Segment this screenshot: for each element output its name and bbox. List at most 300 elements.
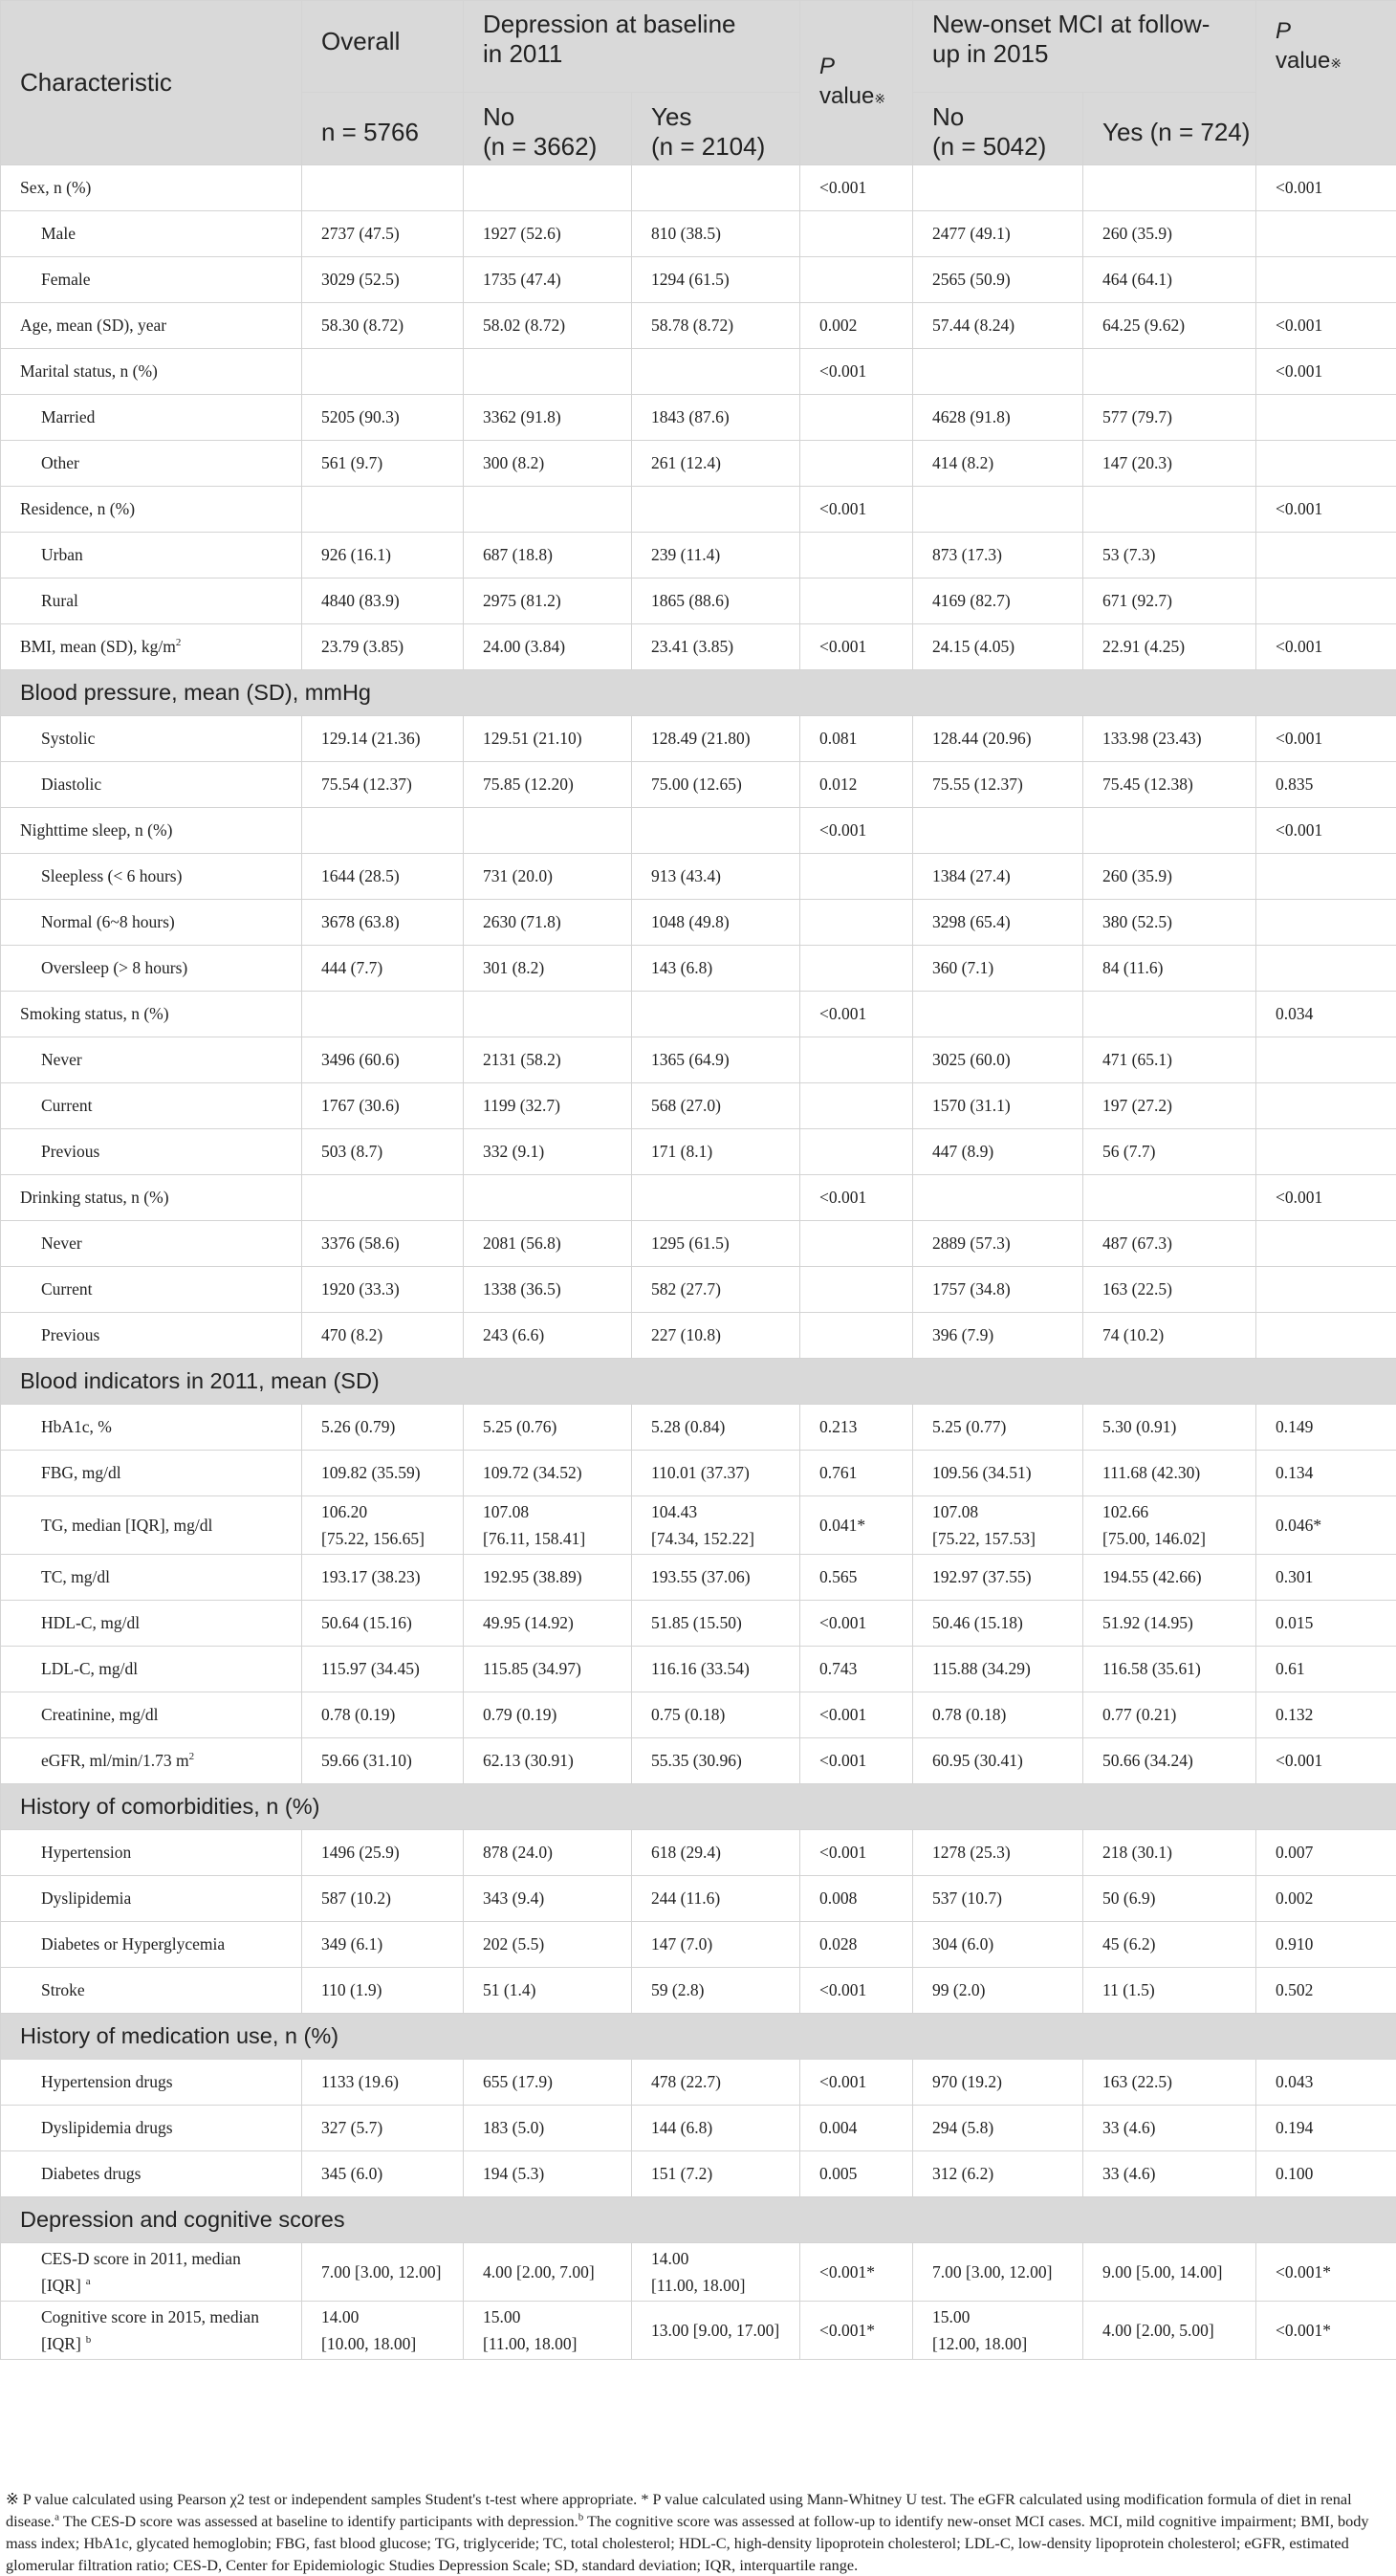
table-cell: 0.034 [1256,992,1396,1037]
table-row [1,165,1396,211]
table-cell [1256,395,1396,441]
table-row [1,1922,1396,1968]
table-row [1,808,1396,854]
table-row [1,1037,1396,1083]
table-row [1,946,1396,992]
table-cell [1256,211,1396,257]
table-cell: 926 (16.1) [302,533,464,579]
table-cell [1256,1083,1396,1129]
cell-text: 107.08 [483,1502,529,1521]
table-cell: 1278 (25.3) [913,1830,1083,1876]
table-row [1,1129,1396,1175]
table-cell [800,1267,913,1313]
table-cell: 1570 (31.1) [913,1083,1083,1129]
table-cell [800,257,913,303]
row-label-text: Current [41,1279,92,1299]
table-cell: 115.85 (34.97) [464,1647,632,1692]
table-cell: 1294 (61.5) [632,257,800,303]
footnote-line-3: The cognitive score was assessed at follow-up to identify new-onset MCI cases. MCI, mild cognitive impairment; BMI, body mass index; HbA1c, glycated hemoglobin; FBG, fast blood glucose; TG, triglyceride; TC, total cholesterol; HDL-C, high-density lipoprotein cholesterol; LDL-C, low-density lipoprotein cholesterol; eGFR, estimated glomerular filtration ratio; CES-D, Center for Epidemiologic Studies Depression Scale; SD, standard deviation; IQR, interquartile range. [6,2512,1369,2574]
table-row [1,1267,1396,1313]
row-label [1,1555,302,1601]
row-label [1,1313,302,1359]
row-label-text: Rural [41,591,78,610]
row-label [1,1405,302,1451]
table-cell: 360 (7.1) [913,946,1083,992]
table-cell: 0.132 [1256,1692,1396,1738]
table-cell: 878 (24.0) [464,1830,632,1876]
header-p-value-2 [1256,1,1396,165]
row-label [1,1876,302,1922]
table-cell: 0.743 [800,1647,913,1692]
table-row [1,1083,1396,1129]
table-row [1,2151,1396,2197]
table-row [1,992,1396,1037]
footnote-line-1: ※ P value calculated using Pearson χ2 test or independent samples Student's t-test where appropriate. * P value calculated using Mann-Whitney U test. The eGFR calculated using modification formula of diet in renal disease. [6,2490,1352,2530]
table-cell [464,165,632,211]
table-cell: <0.001 [800,1601,913,1647]
table-cell: 1048 (49.8) [632,900,800,946]
row-label [1,1647,302,1692]
table-cell [464,349,632,395]
row-label-text: Normal (6~8 hours) [41,912,175,931]
table-cell [464,487,632,533]
table-cell: <0.001 [1256,716,1396,762]
table-cell: 2081 (56.8) [464,1221,632,1267]
table-cell [302,1175,464,1221]
table-cell: 11 (1.5) [1083,1968,1256,2014]
table-cell [913,2302,1083,2360]
row-label [1,257,302,303]
table-cell: 2131 (58.2) [464,1037,632,1083]
row-label [1,1738,302,1784]
table-cell: <0.001 [800,808,913,854]
row-label-text: Systolic [41,729,95,748]
table-cell [800,900,913,946]
table-cell [1256,1221,1396,1267]
row-label [1,2060,302,2106]
footnote-sup-b: b [578,2512,584,2523]
table-cell: 171 (8.1) [632,1129,800,1175]
row-label [1,2243,302,2302]
table-cell: 577 (79.7) [1083,395,1256,441]
table-row [1,624,1396,670]
row-label [1,1451,302,1496]
table-cell: 151 (7.2) [632,2151,800,2197]
table-cell: 380 (52.5) [1083,900,1256,946]
table-cell: 1365 (64.9) [632,1037,800,1083]
row-label [1,900,302,946]
table-cell: 1384 (27.4) [913,854,1083,900]
header-dep-no [464,93,632,165]
table-row [1,1175,1396,1221]
table-cell: 587 (10.2) [302,1876,464,1922]
table-row [1,211,1396,257]
table-cell [1256,946,1396,992]
table-cell: 58.78 (8.72) [632,303,800,349]
table-cell: 2889 (57.3) [913,1221,1083,1267]
table-cell: 109.82 (35.59) [302,1451,464,1496]
table-cell [464,992,632,1037]
table-cell [302,487,464,533]
cell-text: 102.66 [1102,1502,1148,1521]
table-body [1,165,1396,2360]
table-cell: 133.98 (23.43) [1083,716,1256,762]
table-cell [800,1221,913,1267]
cell-text: 14.00 [321,2307,359,2326]
cell-text: [75.22, 157.53] [932,1529,1036,1548]
table-cell: 2737 (47.5) [302,211,464,257]
header-dep-yes [632,93,800,165]
cell-text: [11.00, 18.00] [483,2334,578,2353]
table-cell: 5.26 (0.79) [302,1405,464,1451]
table-cell [632,165,800,211]
table-cell: 50.46 (15.18) [913,1601,1083,1647]
row-label-superscript: 2 [189,1751,195,1762]
section-row [1,1784,1396,1830]
row-label-text: HbA1c, % [41,1417,112,1436]
table-cell: 13.00 [9.00, 17.00] [632,2302,800,2360]
table-cell: 304 (6.0) [913,1922,1083,1968]
table-cell [913,808,1083,854]
table-cell: 312 (6.2) [913,2151,1083,2197]
row-label-text: HDL-C, mg/dl [41,1613,140,1632]
footnote-sup-a: a [55,2512,59,2523]
table-row [1,1496,1396,1555]
table-cell: 3376 (58.6) [302,1221,464,1267]
cell-text: [12.00, 18.00] [932,2334,1027,2353]
table-row [1,579,1396,624]
table-cell [1256,1129,1396,1175]
table-cell: 0.78 (0.18) [913,1692,1083,1738]
table-cell: 3496 (60.6) [302,1037,464,1083]
table-cell: 0.081 [800,716,913,762]
table-cell: 50 (6.9) [1083,1876,1256,1922]
table-cell: 0.502 [1256,1968,1396,2014]
table-cell: 183 (5.0) [464,2106,632,2151]
table-cell: 414 (8.2) [913,441,1083,487]
table-cell: 109.72 (34.52) [464,1451,632,1496]
row-label [1,1267,302,1313]
row-label-text: Diabetes drugs [41,2164,142,2183]
table-cell [302,165,464,211]
cell-text: [75.00, 146.02] [1102,1529,1206,1548]
table-cell [632,487,800,533]
row-label-text: eGFR, ml/min/1.73 m [41,1751,189,1770]
table-cell: 0.008 [800,1876,913,1922]
p-letter-2: P [1276,18,1291,44]
table-cell: 0.012 [800,762,913,808]
row-label [1,624,302,670]
row-label-text: Stroke [41,1980,85,1999]
table-cell [800,441,913,487]
table-row [1,533,1396,579]
table-cell [913,992,1083,1037]
table-cell: 1927 (52.6) [464,211,632,257]
table-cell: <0.001 [1256,808,1396,854]
mci-no-n: (n = 5042) [932,132,1046,161]
table-cell: 1338 (36.5) [464,1267,632,1313]
table-cell: 192.97 (37.55) [913,1555,1083,1601]
mci-no-label: No [932,102,964,131]
table-row [1,1647,1396,1692]
table-cell: 873 (17.3) [913,533,1083,579]
table-footnote [6,2488,1383,2576]
table-row [1,1830,1396,1876]
table-cell [800,946,913,992]
table-cell: <0.001 [800,992,913,1037]
table-cell [800,1313,913,1359]
table-cell: 115.97 (34.45) [302,1647,464,1692]
table-cell: <0.001* [1256,2243,1396,2302]
table-cell [1256,1037,1396,1083]
table-cell [1256,900,1396,946]
table-cell: 111.68 (42.30) [1083,1451,1256,1496]
row-label [1,487,302,533]
section-row [1,2014,1396,2060]
table-cell: 618 (29.4) [632,1830,800,1876]
row-label-text: [IQR] [41,2334,81,2353]
table-cell: 51 (1.4) [464,1968,632,2014]
table-cell [800,854,913,900]
table-cell: <0.001 [1256,624,1396,670]
table-cell: 33 (4.6) [1083,2151,1256,2197]
table-cell: 810 (38.5) [632,211,800,257]
header-p-value-1 [800,1,913,165]
table-cell: 197 (27.2) [1083,1083,1256,1129]
table-cell: 163 (22.5) [1083,1267,1256,1313]
table-cell: <0.001* [800,2302,913,2360]
table-cell: 1757 (34.8) [913,1267,1083,1313]
table-cell: 202 (5.5) [464,1922,632,1968]
table-cell: <0.001 [800,349,913,395]
table-row [1,1692,1396,1738]
table-cell: 260 (35.9) [1083,211,1256,257]
table-cell [632,808,800,854]
table-cell: 51.85 (15.50) [632,1601,800,1647]
header-mci-yes: Yes (n = 724) [1083,93,1256,165]
table-cell: 471 (65.1) [1083,1037,1256,1083]
table-cell: 0.79 (0.19) [464,1692,632,1738]
table-cell [913,165,1083,211]
row-label [1,716,302,762]
table-cell: 731 (20.0) [464,854,632,900]
row-label [1,533,302,579]
row-label [1,1175,302,1221]
table-cell: 99 (2.0) [913,1968,1083,2014]
table-cell: 53 (7.3) [1083,533,1256,579]
table-cell: 128.49 (21.80) [632,716,800,762]
table-cell: 537 (10.7) [913,1876,1083,1922]
table-cell: 50.66 (34.24) [1083,1738,1256,1784]
table-cell: 2565 (50.9) [913,257,1083,303]
row-label [1,2151,302,2197]
table-cell [1083,1175,1256,1221]
table-cell: <0.001 [1256,349,1396,395]
section-title: Blood pressure, mean (SD), mmHg [1,670,1396,716]
row-label-superscript: 2 [176,637,182,648]
table-cell: 5.28 (0.84) [632,1405,800,1451]
cell-text: [11.00, 18.00] [651,2276,746,2295]
table-cell: 84 (11.6) [1083,946,1256,992]
table-cell: 5.30 (0.91) [1083,1405,1256,1451]
table-cell: 1295 (61.5) [632,1221,800,1267]
table-cell [800,1083,913,1129]
table-cell [464,2302,632,2360]
table-cell: 0.910 [1256,1922,1396,1968]
table-cell: <0.001 [800,1175,913,1221]
row-label [1,211,302,257]
table-header [1,1,1396,165]
table-cell: 0.007 [1256,1830,1396,1876]
table-cell [800,1129,913,1175]
table-cell: <0.001 [800,2060,913,2106]
table-cell: 24.00 (3.84) [464,624,632,670]
table-cell [1256,854,1396,900]
table-cell: 75.00 (12.65) [632,762,800,808]
table-cell [1083,808,1256,854]
table-cell: 0.015 [1256,1601,1396,1647]
table-cell [632,1496,800,1555]
table-cell: 568 (27.0) [632,1083,800,1129]
table-cell: 147 (7.0) [632,1922,800,1968]
table-row [1,349,1396,395]
table-cell: <0.001 [800,1692,913,1738]
table-row [1,2106,1396,2151]
table-cell: 75.55 (12.37) [913,762,1083,808]
table-cell: 687 (18.8) [464,533,632,579]
table-cell: 128.44 (20.96) [913,716,1083,762]
table-row [1,1451,1396,1496]
table-cell [913,1496,1083,1555]
table-row [1,900,1396,946]
table-cell: 58.30 (8.72) [302,303,464,349]
table-cell: <0.001 [1256,303,1396,349]
table-cell: 62.13 (30.91) [464,1738,632,1784]
table-row [1,2243,1396,2302]
table-cell: 503 (8.7) [302,1129,464,1175]
row-label [1,1968,302,2014]
section-row [1,2197,1396,2243]
table-cell: 294 (5.8) [913,2106,1083,2151]
p-value-label-1: value [819,83,874,109]
table-cell: 444 (7.7) [302,946,464,992]
table-cell: 1496 (25.9) [302,1830,464,1876]
cell-text: 104.43 [651,1502,697,1521]
table-cell: 260 (35.9) [1083,854,1256,900]
p-value-label-2: value [1276,48,1330,74]
table-row [1,2060,1396,2106]
table-cell: 0.194 [1256,2106,1396,2151]
row-label-text: CES-D score in 2011, median [41,2249,241,2268]
row-label-text: Hypertension drugs [41,2072,173,2091]
table-cell [1256,579,1396,624]
row-label-superscript: b [86,2334,92,2346]
table-cell: 0.75 (0.18) [632,1692,800,1738]
row-label [1,2106,302,2151]
table-cell: 3298 (65.4) [913,900,1083,946]
table-cell [1256,533,1396,579]
table-cell: 33 (4.6) [1083,2106,1256,2151]
cell-text: 106.20 [321,1502,367,1521]
table-row [1,487,1396,533]
table-cell: 1843 (87.6) [632,395,800,441]
table-row [1,762,1396,808]
table-cell [302,349,464,395]
table-row [1,1738,1396,1784]
row-label-text: TC, mg/dl [41,1567,110,1586]
row-label [1,2302,302,2360]
section-row [1,1359,1396,1405]
row-label-text: FBG, mg/dl [41,1463,121,1482]
row-label [1,992,302,1037]
table-cell: 57.44 (8.24) [913,303,1083,349]
table-cell: 0.565 [800,1555,913,1601]
table-cell: <0.001* [1256,2302,1396,2360]
table-cell [1256,1267,1396,1313]
cell-text: 14.00 [651,2249,688,2268]
table-cell: 0.761 [800,1451,913,1496]
table-cell: 343 (9.4) [464,1876,632,1922]
table-cell: 1865 (88.6) [632,579,800,624]
p-mark-2: ※ [1330,55,1341,71]
table-cell: 478 (22.7) [632,2060,800,2106]
footnote-line-2: The CES-D score was assessed at baseline to identify participants with depression. [59,2512,578,2530]
table-row [1,2302,1396,2360]
row-label-text: BMI, mean (SD), kg/m [20,637,176,656]
table-cell: 332 (9.1) [464,1129,632,1175]
table-cell: 0.005 [800,2151,913,2197]
row-label-text: [IQR] [41,2276,81,2295]
table-cell: 0.002 [800,303,913,349]
table-cell: 261 (12.4) [632,441,800,487]
table-row [1,716,1396,762]
table-cell: 227 (10.8) [632,1313,800,1359]
table-cell: 218 (30.1) [1083,1830,1256,1876]
p-letter-1: P [819,54,835,79]
table-cell: 464 (64.1) [1083,257,1256,303]
table-cell: 2975 (81.2) [464,579,632,624]
table-cell: 970 (19.2) [913,2060,1083,2106]
table-cell: 244 (11.6) [632,1876,800,1922]
row-label [1,395,302,441]
table-cell [632,2243,800,2302]
table-cell [1083,487,1256,533]
table-cell: 193.17 (38.23) [302,1555,464,1601]
table-cell: 74 (10.2) [1083,1313,1256,1359]
table-cell [800,533,913,579]
table-cell: 129.51 (21.10) [464,716,632,762]
table-cell: 109.56 (34.51) [913,1451,1083,1496]
table-cell: 56 (7.7) [1083,1129,1256,1175]
section-title: Depression and cognitive scores [1,2197,1396,2243]
table-cell: <0.001 [800,1968,913,2014]
table-cell: 671 (92.7) [1083,579,1256,624]
table-cell: 913 (43.4) [632,854,800,900]
table-cell: 116.16 (33.54) [632,1647,800,1692]
table-cell: 55.35 (30.96) [632,1738,800,1784]
table-cell: 50.64 (15.16) [302,1601,464,1647]
table-cell: 0.028 [800,1922,913,1968]
table-cell: <0.001 [1256,1175,1396,1221]
table-row [1,1876,1396,1922]
row-label-text: Diabetes or Hyperglycemia [41,1934,225,1954]
table-cell: 2630 (71.8) [464,900,632,946]
table-cell: 163 (22.5) [1083,2060,1256,2106]
row-label-text: Urban [41,545,83,564]
table-cell: 1735 (47.4) [464,257,632,303]
row-label-text: Hypertension [41,1843,131,1862]
row-label [1,1601,302,1647]
